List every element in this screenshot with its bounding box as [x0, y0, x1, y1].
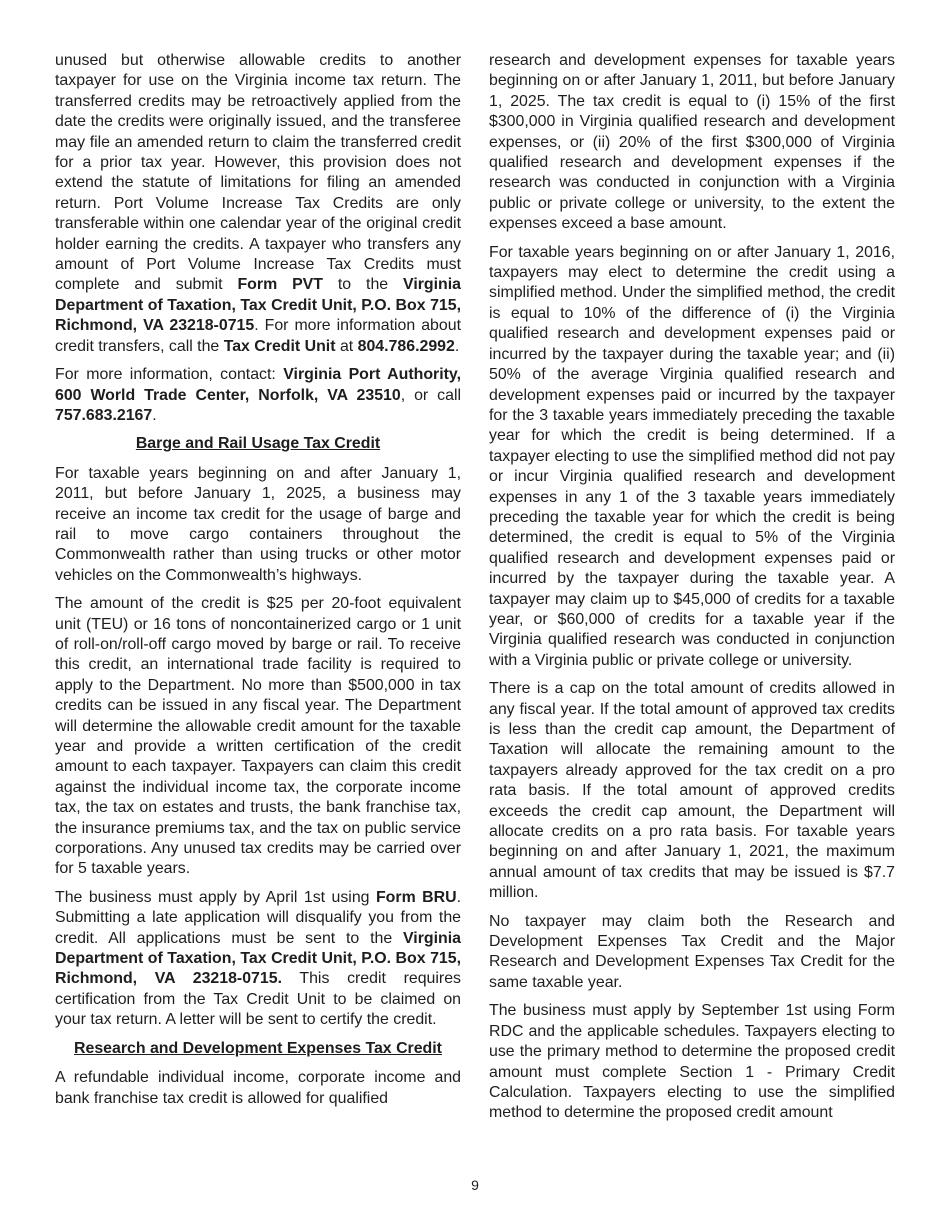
research-development-heading: Research and Development Expenses Tax Credit [74, 1039, 442, 1057]
tax-credit-unit: Tax Credit Unit [223, 337, 336, 355]
phone-number: 804.786.2992 [357, 337, 455, 355]
barge-rail-intro-paragraph: For taxable years beginning on and after January 1, 2011, but before January 1, 2025, a business may receive an income tax credit for the usage of barge and rail to move cargo containers throughout the Commonwealth rather than using trucks or other motor vehicles on the Commonwealth’s highways. [55, 464, 461, 584]
barge-rail-apply-paragraph: The business must apply by April 1st using Form BRU. Submitting a late application will disqualify you from the credit. All applications must be sent to the Virginia Department of Taxation, Tax Credit Unit, P.O. Box 715, Richmond, VA 23218-0715. This credit requires certification from the Tax Credit Unit to be claimed on your tax return. A letter will be sent to certify the credit. [55, 888, 462, 1029]
rd-apply-paragraph: The business must apply by September 1st using Form RDC and the applicable schedules. Taxpayers electing to use the primary method to determine the proposed credit amount must complete Section 1 - Primary Credit Calculation. Taxpayers electing to use the simplified method to determine the proposed credit amount [489, 1002, 895, 1122]
port-authority-contact-paragraph: For more information, contact: Virginia Port Authority, 600 World Trade Center, Norfolk, VA 23510, or call 757.683.2167. [55, 366, 461, 424]
research-development-intro-paragraph: A refundable individual income, corporate income and bank franchise tax credit is allowed for qualified [55, 1069, 461, 1107]
tax-credit-unit-address-2: Virginia Department of Taxation, Tax Credit Unit, P.O. Box 715, Richmond, VA 23218-0715. [55, 929, 461, 988]
rd-expenses-paragraph: research and development expenses for taxable years beginning on or after January 1, 2011, but before January 1, 2025. The tax credit is equal to (i) 15% of the first $300,000 in Virginia qualified research and development expenses, or (ii) 20% of the first $300,000 of Virginia qualified research and development expenses if the research was conducted in conjunction with a Virginia public or private college or university, to the extent the expenses exceed a base amount. [489, 52, 895, 233]
port-authority-phone: 757.683.2167 [55, 406, 153, 424]
barge-rail-heading: Barge and Rail Usage Tax Credit [135, 435, 381, 453]
rd-cap-paragraph: There is a cap on the total amount of credits allowed in any fiscal year. If the total amount of approved tax credits is less than the credit cap amount, the Department of Taxation will allocate the remaining amount to the taxpayers already approved for the tax credit on a pro rata basis. If the total amount of approved credits exceeds the credit cap amount, the Department will allocate credits on a pro rata basis. For taxable years beginning on and after January 1, 2021, the maximum annual amount of tax credits that may be issued is $7.7 million. [489, 680, 895, 902]
barge-rail-amount-paragraph: The amount of the credit is $25 per 20-foot equivalent unit (TEU) or 16 tons of noncontainerized cargo or 1 unit of roll-on/roll-off cargo moved by barge or rail. To receive this credit, an international trade facility is required to apply to the Department. No more than $500,000 in tax credits can be issued in any fiscal year. The Department will determine the allowable credit amount for the taxable year and provide a written certification of the credit amount to each taxpayer. Taxpayers can claim this credit against the individual income tax, the corporate income tax, the tax on estates and trusts, the bank franchise tax, the insurance premiums tax, and the tax on public service corporations. Any unused tax credits may be carried over for 5 taxable years. [55, 595, 461, 878]
page-number: 9 [471, 1177, 479, 1193]
form-pvt: Form PVT [237, 276, 323, 294]
left-column [55, 51, 461, 1117]
rd-no-double-claim-paragraph: No taxpayer may claim both the Research and Development Expenses Tax Credit and the Major Research and Development Expenses Tax Credit for the same taxable year. [489, 912, 895, 991]
port-authority-address: Virginia Port Authority, 600 World Trade Center, Norfolk, VA 23510 [55, 366, 461, 404]
form-bru: Form BRU [375, 888, 457, 906]
rd-simplified-method-paragraph: For taxable years beginning on or after January 1, 2016, taxpayers may elect to determine the credit using a simplified method. Under the simplified method, the credit is equal to 10% of the difference of (i) the Virginia qualified research and development expenses paid or incurred by the taxpayer during the taxable year; and (ii) 50% of the average Virginia qualified research and development expenses paid or incurred by the taxpayer for the 3 taxable years immediately preceding the taxable year for which the credit is being determined. If a taxpayer electing to use the simplified method did not pay or incur Virginia qualified research and development expenses in any 1 of the 3 taxable years immediately preceding the taxable year for which the credit is being determined, the credit is equal to 5% of the Virginia qualified research and development expenses paid or incurred by the taxpayer during the taxable year. A taxpayer may claim up to $45,000 of credits for a taxable year, or $60,000 of credits for a taxable year if the Virginia qualified research was conducted in conjunction with a Virginia public or private college or university. [489, 243, 895, 669]
port-volume-transfer-paragraph: unused but otherwise allowable credits to another taxpayer for use on the Virginia income tax return. The transferred credits may be retroactively applied from the date the credits were originally issued, and the transferee may file an amended return to claim the transferred credit for a prior tax year. However, this provision does not extend the statute of limitations for filing an amended return. Port Volume Increase Tax Credits are only transferable within one calendar year of the original credit holder earning the credits. A taxpayer who transfers any amount of Port Volume Increase Tax Credits must complete and submit Form PVT to the Virginia Department of Taxation, Tax Credit Unit, P.O. Box 715, Richmond, VA 23218-0715. For more information about credit transfers, call the Tax Credit Unit at 804.786.2992. [55, 52, 462, 355]
right-column [489, 51, 895, 1132]
tax-credit-unit-address: Virginia Department of Taxation, Tax Credit Unit, P.O. Box 715, Richmond, VA 23218-0715 [55, 276, 462, 335]
